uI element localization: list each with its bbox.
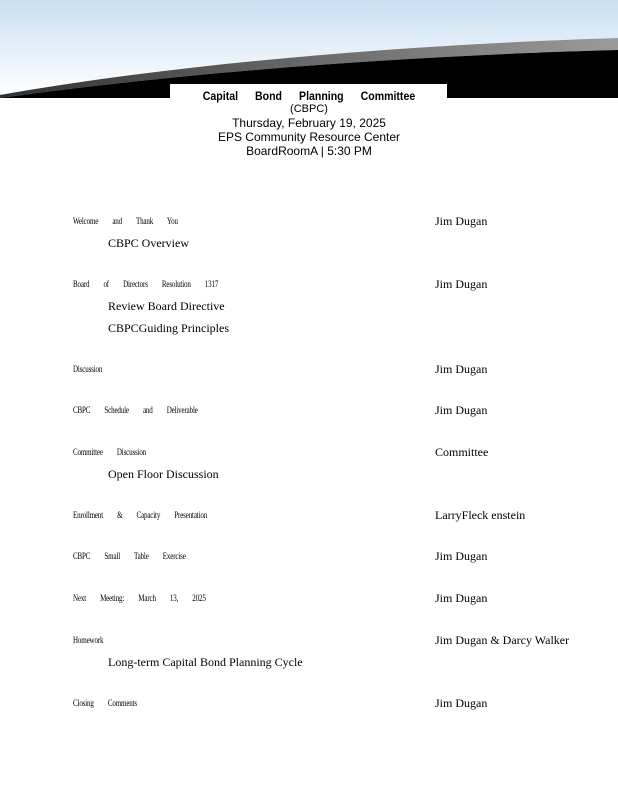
- presenter-homework: Jim Dugan & Darcy Walker: [435, 633, 570, 647]
- committee-title: Capital Bond Planning Committee: [202, 89, 416, 103]
- presenter-closing: Jim Dugan: [435, 696, 488, 710]
- sub-item-cbpc-overview: CBPC Overview: [108, 236, 189, 250]
- committee-abbreviation: (CBPC): [290, 103, 328, 115]
- presenter-schedule: Jim Dugan: [435, 403, 488, 417]
- agenda-item-table-exercise: CBPC Small Table Exercise: [73, 551, 186, 561]
- presenter-discussion: Jim Dugan: [435, 362, 488, 376]
- agenda-item-welcome: Welcome and Thank You: [73, 216, 178, 226]
- agenda-item-homework: Homework: [73, 635, 104, 645]
- presenter-enrollment: LarryFleck enstein: [435, 508, 526, 522]
- agenda-item-resolution: Board of Directors Resolution 1317: [73, 279, 219, 289]
- sub-item-bond-planning-cycle: Long-term Capital Bond Planning Cycle: [108, 655, 303, 669]
- sub-item-review-directive: Review Board Directive: [108, 299, 225, 313]
- agenda-item-committee-discussion: Committee Discussion: [73, 447, 147, 457]
- presenter-resolution: Jim Dugan: [435, 277, 488, 291]
- sub-item-open-floor: Open Floor Discussion: [108, 467, 219, 481]
- agenda-item-schedule: CBPC Schedule and Deliverable: [73, 405, 198, 415]
- agenda-item-closing: Closing Comments: [73, 698, 138, 708]
- presenter-table-exercise: Jim Dugan: [435, 549, 488, 563]
- agenda-item-enrollment: Enrollment & Capacity Presentation: [73, 510, 208, 520]
- meeting-date: Thursday, February 19, 2025: [232, 116, 386, 130]
- sub-item-guiding-principles: CBPCGuiding Principles: [108, 321, 230, 335]
- presenter-committee-discussion: Committee: [435, 445, 489, 459]
- agenda-item-next-meeting: Next Meeting: March 13, 2025: [73, 593, 206, 603]
- meeting-organization: EPS Community Resource Center: [217, 130, 401, 144]
- presenter-next-meeting: Jim Dugan: [435, 591, 488, 605]
- presenter-welcome: Jim Dugan: [435, 214, 488, 228]
- agenda-item-discussion: Discussion: [73, 364, 103, 374]
- meeting-location: BoardRoomA | 5:30 PM: [246, 144, 372, 158]
